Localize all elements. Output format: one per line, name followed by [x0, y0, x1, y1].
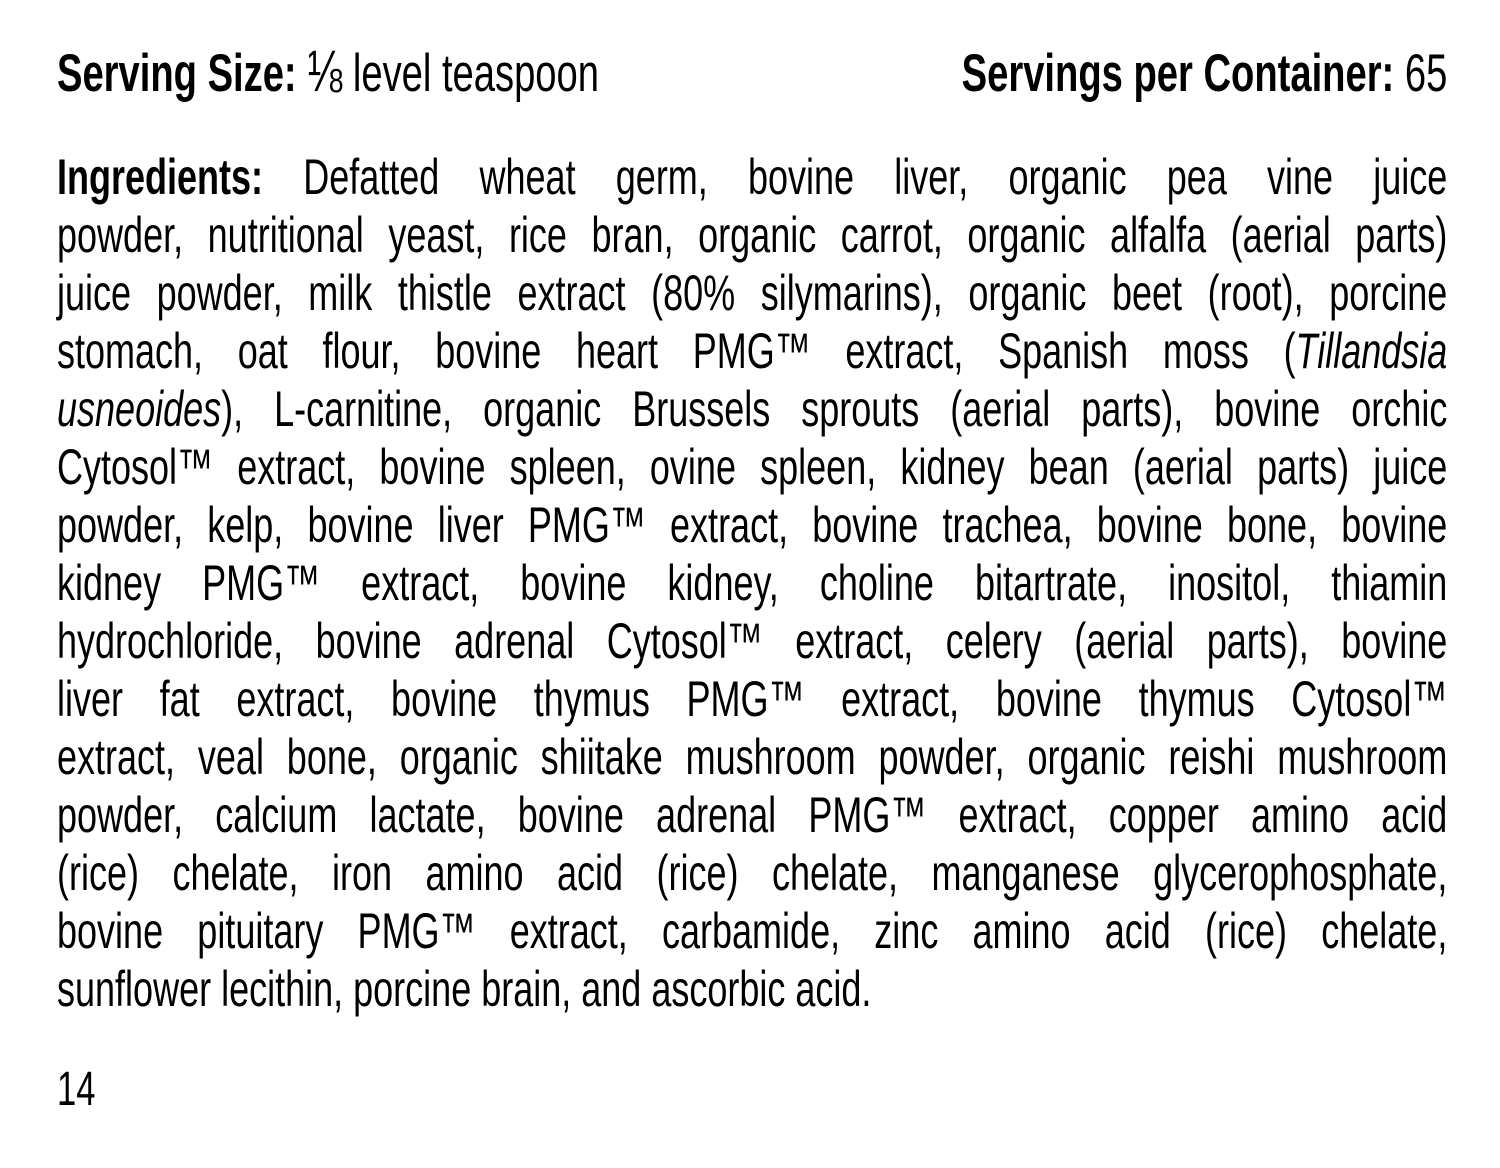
servings-per-container: [962, 44, 1448, 104]
ingredients-text: (rice) chelate, iron amino acid (rice) chelate, manganese glycerophosphate,: [57, 845, 1448, 901]
serving-size-fraction: ⅛: [307, 39, 343, 104]
ingredients-line: [57, 148, 1447, 206]
page-number: 14: [57, 1063, 96, 1116]
ingredients-line: [57, 728, 1447, 786]
ingredients-label: Ingredients:: [57, 149, 264, 205]
ingredients-line: [57, 670, 1447, 728]
servings-value: 65: [1404, 44, 1448, 103]
ingredients-line: [57, 206, 1447, 264]
ingredients-line: [57, 438, 1447, 496]
ingredients-text: sunflower lecithin, porcine brain, and ascorbic acid.: [57, 961, 872, 1017]
serving-size: [57, 39, 599, 104]
ingredients-line: [57, 844, 1447, 902]
ingredients-text: hydrochloride, bovine adrenal Cytosol™ extract, celery (aerial parts), bovine: [57, 613, 1448, 669]
ingredients-text: extract, veal bone, organic shiitake mushroom powder, organic reishi mushroom: [57, 729, 1448, 785]
ingredients-line: [57, 554, 1447, 612]
ingredients-line: [57, 322, 1447, 380]
spacer: [342, 44, 353, 103]
ingredients-text: powder, kelp, bovine liver PMG™ extract, bovine trachea, bovine bone, bovine: [57, 497, 1448, 553]
botanical-name: Tillandsia: [1295, 323, 1448, 379]
serving-size-value: level teaspoon: [352, 44, 599, 103]
ingredients-line: [57, 902, 1447, 960]
ingredients-line: [57, 612, 1447, 670]
ingredients-line: [57, 960, 1447, 1018]
serving-size-label: Serving Size:: [57, 44, 297, 103]
spacer: [1394, 44, 1405, 103]
ingredients-text: stomach, oat flour, bovine heart PMG™ extract, Spanish moss (: [57, 323, 1296, 379]
spacer: [297, 44, 308, 103]
botanical-name: usneoides: [57, 381, 222, 437]
ingredients-text: ), L-carnitine, organic Brussels sprouts (aerial parts), bovine orchic: [221, 381, 1448, 437]
label-page: [57, 39, 1448, 1116]
ingredients-text: liver fat extract, bovine thymus PMG™ extract, bovine thymus Cytosol™: [57, 671, 1448, 727]
ingredients-text: kidney PMG™ extract, bovine kidney, choline bitartrate, inositol, thiamin: [57, 555, 1448, 611]
ingredients-line: [57, 264, 1447, 322]
ingredients-line: [57, 496, 1447, 554]
serving-info-row: [57, 39, 1448, 104]
ingredients-paragraph: [57, 148, 1447, 1018]
ingredients-text: powder, nutritional yeast, rice bran, organic carrot, organic alfalfa (aerial parts): [57, 207, 1448, 263]
ingredients-line: [57, 786, 1447, 844]
ingredients-text: powder, calcium lactate, bovine adrenal PMG™ extract, copper amino acid: [57, 787, 1448, 843]
ingredients-text: Defatted wheat germ, bovine liver, organic pea vine juice: [263, 149, 1448, 205]
ingredients-text: Cytosol™ extract, bovine spleen, ovine spleen, kidney bean (aerial parts) juice: [57, 439, 1448, 495]
ingredients-text: bovine pituitary PMG™ extract, carbamide, zinc amino acid (rice) chelate,: [57, 903, 1448, 959]
servings-label: Servings per Container:: [961, 44, 1395, 103]
ingredients-text: juice powder, milk thistle extract (80% silymarins), organic beet (root), porcine: [57, 265, 1448, 321]
ingredients-line: [57, 380, 1447, 438]
